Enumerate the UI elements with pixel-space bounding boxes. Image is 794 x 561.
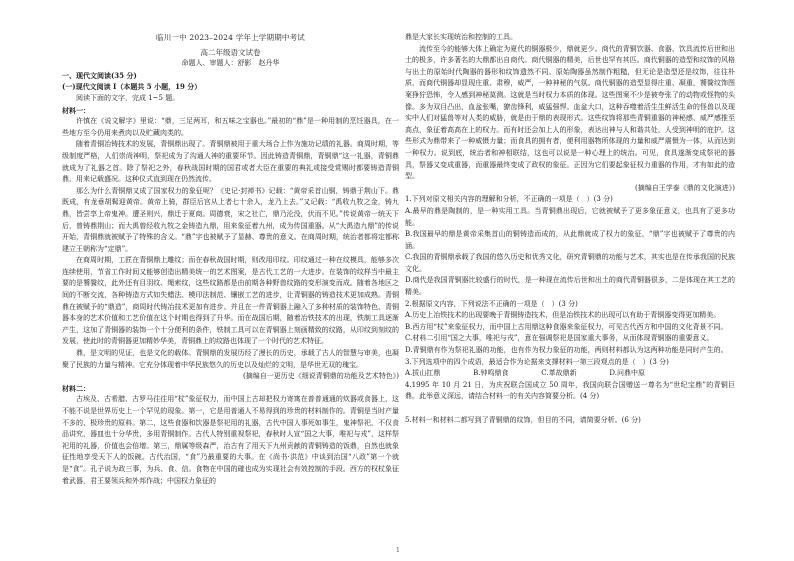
material-1-source: (摘编自一更历史《细说青铜鼎的功能及艺术特色》) [243,372,399,381]
question-3: 3.下列选项中的四个成语，最适合作为论据来支撑材料一第三段观点的是（ ）(3 分) [405,357,669,366]
question-2-option-b: B.西方用“杖”来象征权力，而中国上古用鼎这种食器来象征权力，可见古代西方和中国的文化背景不同。 [405,322,728,331]
left-column [62,32,399,487]
material-2-label: 材料二： [62,383,90,393]
question-2: 2.根据原文内容，下列说法不正确的一项是（ ）(3 分) [405,299,578,308]
right-column [405,32,735,427]
question-2-option-d: D.青铜鼎有作为祭祀礼器的功能，也有作为权力象征的功能，两则材料都认为这两种功能是同时产生的。 [405,346,728,355]
question-2-option-a: A.历史上冶铁技术的出现要晚于青铜铸造技术，但是冶铁技术的出现可以有助于青铜器变得更加精美。 [405,311,721,320]
question-1-option-d: D.商代是我国青铜器比较盛行的时代，是一种现在流传后世和出土的商代青铜器很多，二是体现在其工艺的精美。 [405,276,735,297]
instruction: 阅读下面的文字，完成 1~5 题。 [76,93,180,102]
exam-title: 临川一中 2023–2024 学年上学期期中考试 [156,33,305,42]
question-3-option-d: D.问鼎中原 [609,369,645,378]
material-2-continued: 鼎是大家长实现统治和控制的工具。 [405,33,517,41]
exam-authors: 命题人、审题人：舒影 赵丹华 [181,59,280,68]
question-5: 5.材料一和材料二都写到了青铜鼎的纹饰，但目的不同，请简要分析。(6 分) [405,416,641,424]
material-2-paragraph: 流传至今的能够大体上确定为夏代的铜器极少，鼎就更少。商代的青铜饮器、食器、饮具流传后世和出土的极多，许多著名的大鼎都出自商代。商代铜器的精美，后世也罕有其匹。商代铜器的造型和纹饰的风格与出土的原始时代陶器的器形和纹饰遗然不同。原始陶器虽然制作粗糙，但无论是造型还是纹饰，往往朴质，而商代铜器却显现庄重、肃穆，威严，一种神秘的气氛。商代铜器的造型显得庄重、凝重，饕餮纹饰图案狰狞恐怖，令人感到神秘莫测。这就是当时权力本质的体现。这些图案不少是被夸张了的动物或怪物的头像。多为双目凸出，血盆张嘴，獠齿锋利，威猛强悍。血盆大口，这种吞噬着活生生鲜活生命的怪兽以及现实中人们对猛兽等对人类的威胁，就是由于鼎的表现形式。这些纹饰将那些青铜重器的神秘感、威严感推至高点，象征着高高在上的权力。而有时还会加上人的形象，表达出神与人和谐共处，人受到神明的庇护。这些形式为鼎带来了一种威慑力量；而食具的拥有者，便利用器物所体现的力量和威严震慑为一体，从而达到一种权力。说到底，统治者和神相联结，这也可以说是一种心理上的统治。可见，食具遂渐变成祭祀的器具，祭器又变成重器，而重器最终变成了政权的象征。正因为它们要起象征权力重器的作用，才有如此的造型。 [405,44,735,181]
question-3-option-c: C.革故鼎新 [541,369,577,378]
question-1-option-b: B.我国最早的鼎是黄帝采集首山的铜铸造而成的，从此鼎就成了权力的象征，“鼎”字也被赋予了尊贵的内涵。 [405,230,735,250]
question-3-options [405,368,645,380]
answer-space [405,403,735,415]
material-2-paragraph: 古埃及、古希腊、古罗马往往用“杖”象征权力，而中国上古却把权力寄寓在普普通通的炊器或食器上，这不能不说是世界历史上一个罕见的现象。第一，它是用普通人不易得到的珍贵的材料制作的。青铜是当时产量不多的、极珍贵的原料。第二，这些食器和饮器是祭祀用的礼器，古代中国人事死如事生，鬼神祭祀，不仅食品讲究，器皿也十分华贵，多用青铜制作。古代人特别重视祭祀，春秋时人宣“国之大事，唯祀与戎”，这样祭祀用的礼器，价值也会倍增。第三，鼎属等级森严，治古有了用天下九州贡献的青铜铸造的饭鼎，自然也就象征性地享受天下人的饭碗。古代治国，“食”乃最重要的大事。在《尚书·洪范》中谈到治国“八政”第一个就是“食”。孔子说为政三事，为兵、食、信。食物在中国的確也成为实现社会有效控制的手段。西方的权杖象征着武器，君王要领兵和外邦作战；中国权力象征的 [62,395,399,485]
material-1-label: 材料一： [62,105,90,115]
material-1-paragraph: 那么为什么青铜鼎又成了国家权力的象征呢？《史记·封禅书》记载：“黄帝采首山铜，铸鼎于荆山下。鼎既成，有龙垂胡髯迎黄帝。黄帝上骑，群臣后宫从上者七十余人，龙乃上去。”又记载：“禹收九牧之金，铸九鼎，皆尝享上帝鬼神。遭圣则兴，鼎迁于夏商。周德衰，宋之社亡，鼎乃沦没，伏而不见。”传说黄帝一统天下后，曾铸鼎荆山；而大禹曾经收九牧之金铸造九鼎，用来象征着九州，成为传国重器。从“大禹造九鼎”的传说开始，青铜鼎就被赋予了特殊的含义。“鼎”字也被赋予了显赫、尊贵的意义。在商周时期，统治者都将定都称建立王朝称为“定鼎”。 [62,186,399,253]
exam-subtitle: 高二年级语文试卷 [200,47,261,57]
question-2-option-c: C.材料二引用“国之大事，唯祀与戎”，意在强调祭祀是国家重大事务，从而体现青铜器的重要意义。 [405,334,714,343]
material-1-paragraph: 随着青铜冶铸技术的发展，青铜鼎出现了。青铜鼎被用于重大场合上作为施功记绩的礼器。商周时期，等级制度严格，人们崇尚神明，祭祀成为了沟通人神的重要环节。因此铸造青铜鼎，青铜鼎“这一礼器，青铜鼎就成为了礼器之首。除了祭祀之外，春秋战国时期的国君或者大臣在重要的典礼或接受赏赐时都要铸造青铜鼎，用来记载盛况。这种仪式直到现在仍然流传。 [62,140,399,184]
page-number: 1 [396,547,400,554]
material-1-paragraph: 在商周时期，工匠在青铜鼎上雕纹；而在春秋战国时期，则改用印纹。印纹通过一种在纹模具，能够多次连续使用，节省工作时间又能够创造出精美统一的艺术图案，是古代工艺的一大进步。在装饰的纹样当中最主要的是饕餮纹，此外还有目羽纹、绳索纹，这些纹路都是由前期各种野兽纹路的变形演变而成。随着各地区之间的不断交流，各种铸造方式如失蜡法、模印法制范、镶嵌工艺的进步，让青铜器的铸造技术更加成熟。青铜鼎在被赋予的“鼎造”，商周时代铸冶技术更加有进步。并且在一件青铜器上融入了多种材质的装饰特色，青铜器本身的艺术价值和工艺价值在这个时期也得到了升华。而在战国后期，随着冶铁技术的出现，铁制工具逐渐产生，这加了青铜器的装饰一个十分便利的条件，铁制工具可以在青铜器上刻画精致的纹路，从印纹到刻纹的发展，使此时的青铜器更加精妙华美，青铜鼎上的纹路也体现了一个时代的艺术特征。 [62,256,399,346]
part-heading: (一)现代文阅读 I（本题共 5 小题，19 分） [62,82,202,92]
material-1-paragraph: 许慎在《说文解字》里说：“鼎，三足两耳，和五味之宝器也。”最初的“鼎”是一种用制的烹饪器具，在一些地方至今仍用来煮肉以及贮藏肉类的。 [62,117,399,137]
material-1-paragraph: 鼎，是文明的见证，也是文化的载体。青铜鼎的发展历经了漫长的历史，承载了古人的智慧与审美，也凝聚了民族的力量与精神。它充分体现着中华民族悠久的历史以及灿烂的文明，是华世无双的瑰宝。 [62,349,399,369]
question-1-option-a: A.最早的鼎是陶制的，是一种实用工具。当青铜鼎出现后，它就被赋予了更多象征意义，也具有了更多功能。 [405,206,735,227]
question-4: 4.1995 年 10 月 21 日，为庆祝联合国成立 50 周年，我国向联合国赠送一尊名为“世纪宝鼎”的青铜巨鼎。此举意义深远，请结合材料一的有关内容简要分析。(4 分) [405,380,735,401]
question-3-option-b: B.钟鸣鼎食 [473,369,509,378]
question-1: 1.下列对原文相关内容的理解和分析，不正确的一项是（ ）(3 分) [405,195,613,204]
material-2-source: (摘编自王学泰《鼎的文化演进》) [635,183,735,192]
question-3-option-a: A.拔山扛鼎 [405,369,441,378]
question-1-option-c: C.我国的青铜鼎承载了我国的悠久历史和优秀文化，研究青铜鼎的功能与艺术，其实也是在传承我国的民族文化。 [405,253,735,273]
section-heading: 一、现代文阅读(35 分) [62,70,137,80]
